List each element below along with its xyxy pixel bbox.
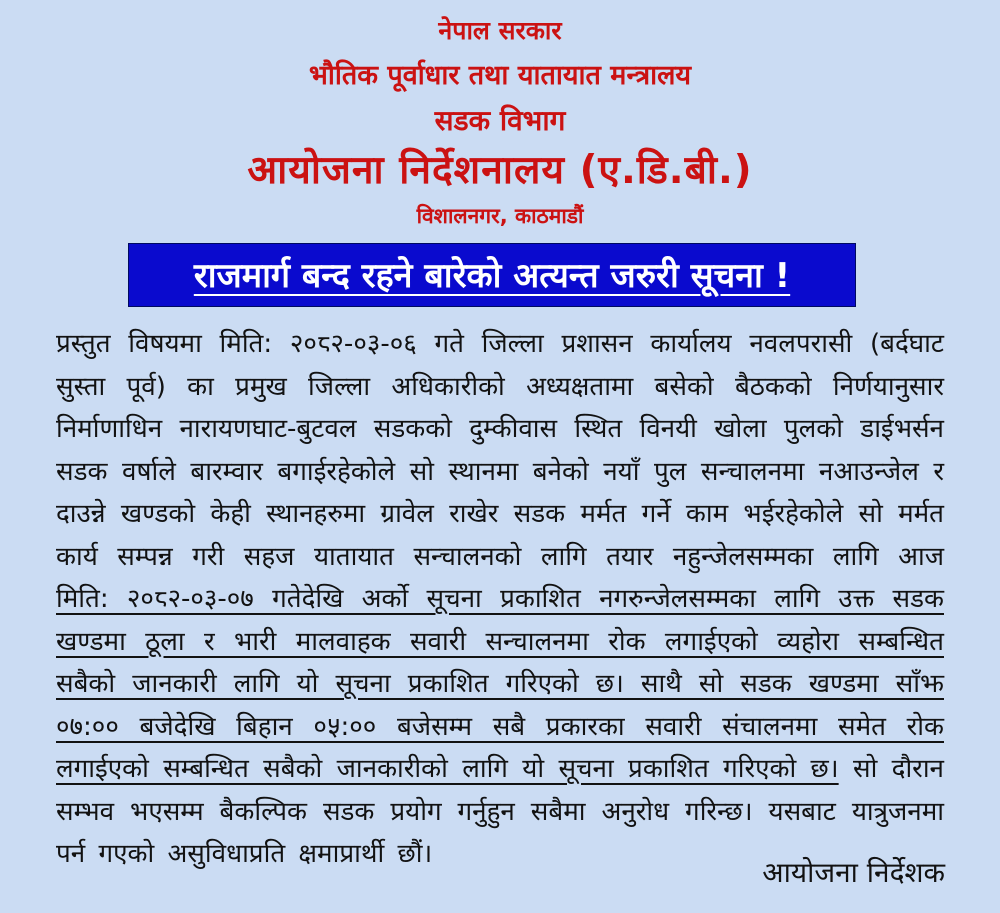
letterhead xyxy=(0,0,1000,229)
office-address: विशालनगर, काठमाडौं xyxy=(416,204,584,228)
notice-title: राजमार्ग बन्द रहने बारेको अत्यन्त जरुरी सूचना ! xyxy=(193,256,791,296)
department-name: सडक विभाग xyxy=(434,104,566,137)
body-text-closing: सो दौरान सम्भव भएसम्म बैकल्पिक सडक प्रयोग गर्नुहुन सबैमा अनुरोध गरिन्छ। यसबाट यात्रुजनमा पर्न गएको असुविधाप्रति क्षमाप्रार्थी छौं। xyxy=(56,754,944,869)
body-text-underlined-restriction: मिति: २०८२-०३-०७ गतेदेखि अर्को सूचना प्रकाशित नगरुन्जेलसम्मका लागि उक्त सडक खण्डमा ठूला र भारी मालवाहक सवारी सन्चालनमा रोक लगाईएको व्यहोरा सम्बन्धित सबैको जानकारी लागि यो सूचना प्रकाशित गरिएको छ। साथै सो सडक खण्डमा साँझ ०७:०० बजेदेखि बिहान ०५:०० बजेसम्म सबै प्रकारका सवारी संचालनमा समेत रोक लगाईएको सम्बन्धित सबैको जानकारीको लागि यो सूचना प्रकाशित गरिएको छ। xyxy=(56,584,944,784)
government-name: नेपाल सरकार xyxy=(438,16,562,45)
body-text-intro: प्रस्तुत विषयमा मिति: २०८२-०३-०६ गते जिल्ला प्रशासन कार्यालय नवलपरासी (बर्दघाट सुस्ता पूर्व) का प्रमुख जिल्ला अधिकारीको अध्यक्षतामा बसेको बैठकको निर्णयानुसार निर्माणाधिन नारायणघाट-बुटवल सडकको दुम्कीवास स्थित विनयी खोला पुलको डाईभर्सन सडक वर्षाले बारम्वार बगाईरहेकोले सो स्थानमा बनेको नयाँ पुल सन्चालनमा नआउन्जेल र दाउन्ने खण्डको केही स्थानहरुमा ग्रावेल राखेर सडक मर्मत गर्ने काम भईरहेकोले सो मर्मत कार्य सम्पन्न गरी सहज यातायात सन्चालनको लागि तयार नहुन्जेलसम्मका लागि आज xyxy=(56,329,944,572)
ministry-name: भौतिक पूर्वाधार तथा यातायात मन्त्रालय xyxy=(308,60,692,91)
notice-title-banner xyxy=(128,243,856,307)
signature-title: आयोजना निर्देशक xyxy=(762,856,945,889)
notice-body-paragraph xyxy=(56,323,944,876)
directorate-name: आयोजना निर्देशनालय (ए.डि.बी.) xyxy=(247,148,753,193)
